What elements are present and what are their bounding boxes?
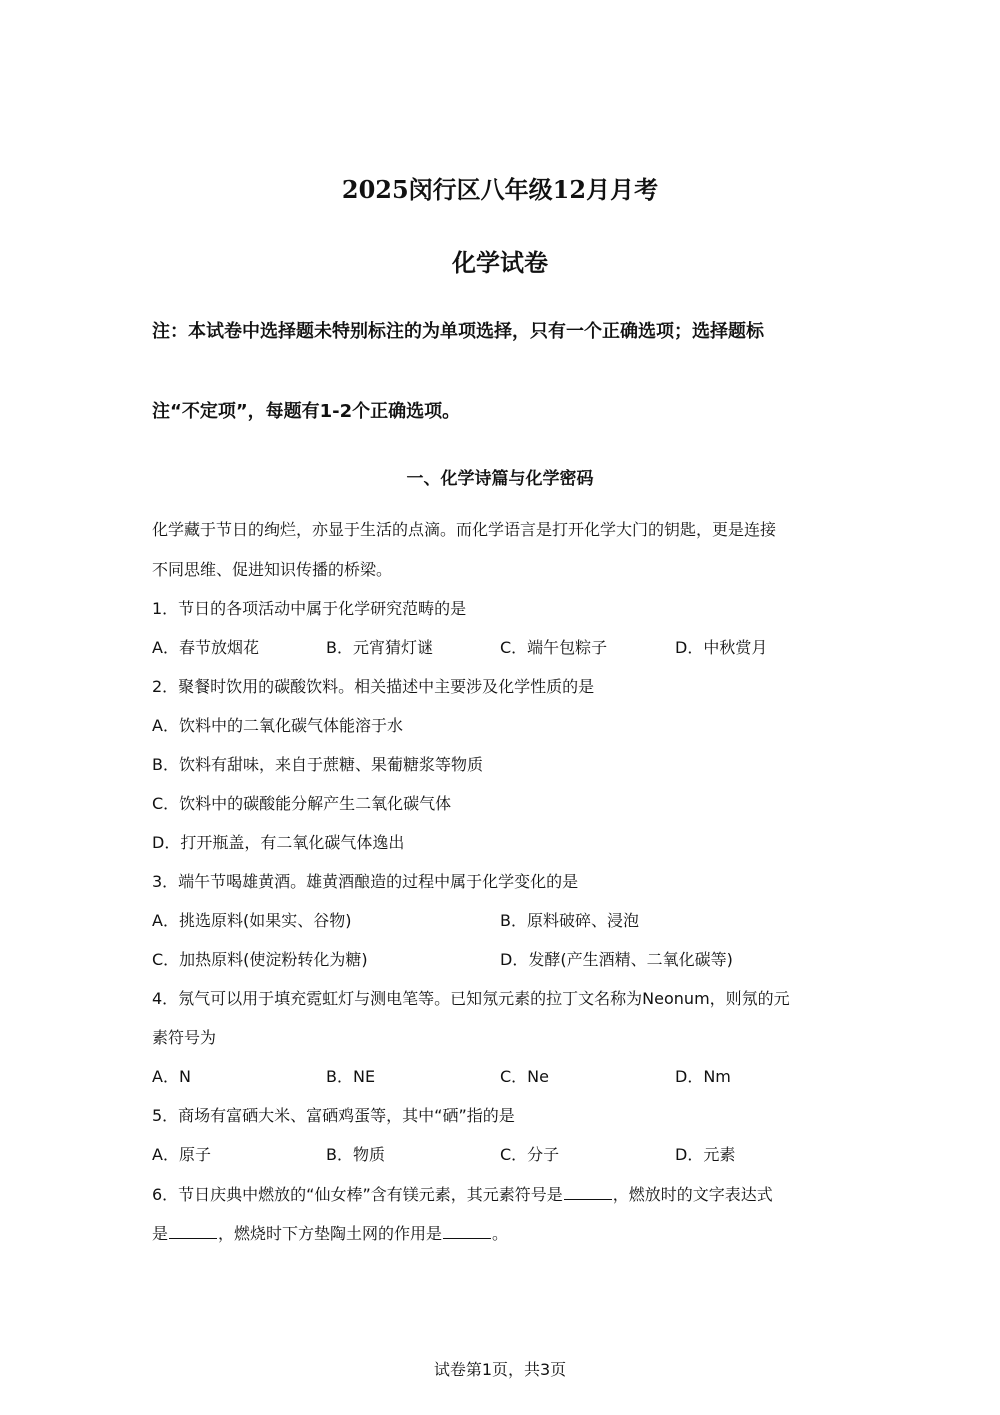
intro-line-1: 化学藏于节日的绚烂，亦显于生活的点滴。而化学语言是打开化学大门的钥匙，更是连接 (152, 520, 777, 539)
question-2-option-d: D．打开瓶盖，有二氧化碳气体逸出 (152, 833, 405, 852)
answer-blank-2[interactable] (169, 1223, 217, 1239)
note-line-2: 注“不定项”，每题有1-2个正确选项。 (152, 401, 461, 422)
section-heading: 一、化学诗篇与化学密码 (406, 469, 594, 489)
question-4-option-b: B．NE (326, 1067, 376, 1086)
question-6-text-part-4: ，燃烧时下方垫陶土网的作用是 (218, 1224, 443, 1243)
exam-subtitle: 化学试卷 (452, 248, 548, 277)
question-2-option-c: C．饮料中的碳酸能分解产生二氧化碳气体 (152, 794, 452, 813)
question-4-stem-line-1: 4．氖气可以用于填充霓虹灯与测电笔等。已知氖元素的拉丁文名称为Neonum，则氖的元 (152, 989, 790, 1008)
question-1-option-b: B．元宵猜灯谜 (326, 638, 433, 657)
question-1-stem: 1．节日的各项活动中属于化学研究范畴的是 (152, 599, 467, 618)
question-4-option-d: D．Nm (675, 1067, 731, 1086)
question-6-text-part-1: 6．节日庆典中燃放的“仙女棒”含有镁元素，其元素符号是 (152, 1185, 563, 1204)
question-1-option-a: A．春节放烟花 (152, 638, 259, 657)
question-4-option-a: A．N (152, 1067, 191, 1086)
question-2-option-b: B．饮料有甜味，来自于蔗糖、果葡糖浆等物质 (152, 755, 483, 774)
question-6-text-part-3: 是 (152, 1224, 169, 1243)
answer-blank-3[interactable] (443, 1223, 491, 1239)
question-6-text-part-2: ，燃放时的文字表达式 (612, 1185, 773, 1204)
page-footer: 试卷第1页，共3页 (433, 1360, 567, 1379)
question-2-stem: 2．聚餐时饮用的碳酸饮料。相关描述中主要涉及化学性质的是 (152, 677, 595, 696)
question-3-stem: 3．端午节喝雄黄酒。雄黄酒酿造的过程中属于化学变化的是 (152, 872, 579, 891)
question-4-option-c: C．Ne (500, 1067, 549, 1086)
question-6-stem-line-2 (152, 1221, 508, 1244)
question-3-option-c: C．加热原料(使淀粉转化为糖) (152, 950, 368, 969)
question-1-option-d: D．中秋赏月 (675, 638, 768, 657)
question-1-option-c: C．端午包粽子 (500, 638, 608, 657)
question-5-option-c: C．分子 (500, 1145, 560, 1164)
question-3-option-d: D．发酵(产生酒精、二氧化碳等) (500, 950, 733, 969)
question-3-option-b: B．原料破碎、浸泡 (500, 911, 639, 930)
question-3-option-a: A．挑选原料(如果实、谷物) (152, 911, 352, 930)
question-2-option-a: A．饮料中的二氧化碳气体能溶于水 (152, 716, 403, 735)
question-5-stem: 5．商场有富硒大米、富硒鸡蛋等，其中“硒”指的是 (152, 1106, 515, 1125)
question-5-option-a: A．原子 (152, 1145, 211, 1164)
question-5-option-d: D．元素 (675, 1145, 736, 1164)
question-5-option-b: B．物质 (326, 1145, 385, 1164)
note-line-1: 注：本试卷中选择题未特别标注的为单项选择，只有一个正确选项；选择题标 (152, 321, 764, 342)
question-6-stem-line-1 (152, 1182, 773, 1205)
intro-line-2: 不同思维、促进知识传播的桥梁。 (152, 560, 393, 579)
question-4-stem-line-2: 素符号为 (152, 1028, 217, 1047)
exam-title: 2025闵行区八年级12月月考 (341, 175, 659, 204)
answer-blank-1[interactable] (564, 1184, 612, 1200)
question-6-text-part-5: 。 (492, 1224, 509, 1243)
